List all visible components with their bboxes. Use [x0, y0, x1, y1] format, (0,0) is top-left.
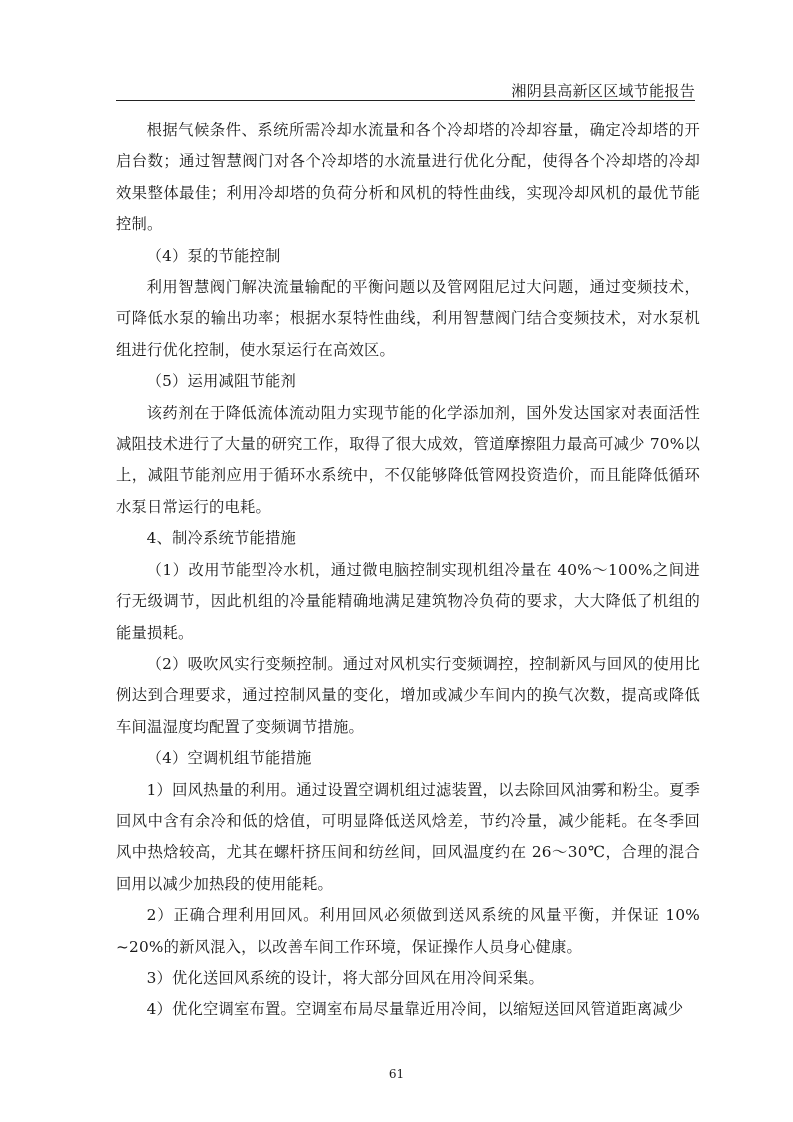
heading-refrigeration-measures: 4、制冷系统节能措施: [146, 529, 296, 548]
running-header-title: 湘阴县高新区区域节能报告: [511, 82, 695, 100]
paragraph-pump-energy-control: 利用智慧阀门解决流量输配的平衡问题以及管网阻尼过大问题，通过变频技术，可降低水泵的输出功率；根据水泵特性曲线，利用智慧阀门结合变频技术，对水泵机组进行优化控制，使水泵运行在高效区。: [116, 278, 700, 359]
paragraph-chiller-upgrade: （1）改用节能型冷水机，通过微电脑控制实现机组冷量在 40%～100%之间进行无级调节，因此机组的冷量能精确地满足建筑物冷负荷的要求，大大降低了机组的能量损耗。: [116, 560, 700, 642]
paragraph-ac-room-layout: 4）优化空调室布置。空调室布局尽量靠近用冷间，以缩短送回风管道距离减少: [146, 1000, 684, 1019]
body-text: [116, 115, 700, 1026]
heading-pump-energy-control: （4）泵的节能控制: [146, 246, 281, 265]
paragraph-cooling-tower-control: 根据气候条件、系统所需冷却水流量和各个冷却塔的冷却容量，确定冷却塔的开启台数；通过智慧阀门对各个冷却塔的水流量进行优化分配，使得各个冷却塔的冷却效果整体最佳；利用冷却塔的负荷分析和风机的特性曲线，实现冷却风机的最优节能控制。: [116, 121, 700, 234]
paragraph-drag-reduction-agent: 该药剂在于降低流体流动阻力实现节能的化学添加剂，国外发达国家对表面活性减阻技术进行了大量的研究工作，取得了很大成效，管道摩擦阻力最高可减少 70%以上，减阻节能剂应用于循环水系统中，不仅能够降低管网投资造价，而且能降低循环水泵日常运行的电耗。: [116, 403, 700, 516]
paragraph-return-air-heat: 1）回风热量的利用。通过设置空调机组过滤装置，以去除回风油雾和粉尘。夏季回风中含有余冷和低的焓值，可明显降低送风焓差，节约冷量，减少能耗。在冬季回风中热焓较高，尤其在螺杆挤压间和纺丝间，回风温度约在 26～30℃，合理的混合回用以减少加热段的使用能耗。: [116, 780, 700, 893]
heading-drag-reduction-agent: （5）运用减阻节能剂: [146, 372, 296, 391]
page-number: 61: [388, 1067, 405, 1081]
paragraph-return-air-use: 2）正确合理利用回风。利用回风必须做到送风系统的风量平衡，并保证 10% ~20%的新风混入，以改善车间工作环境，保证操作人员身心健康。: [116, 906, 700, 956]
heading-air-handling-measures: （4）空调机组节能措施: [146, 749, 312, 768]
paragraph-supply-return-design: 3）优化送回风系统的设计，将大部分回风在用冷间采集。: [146, 968, 544, 987]
header-rule: [116, 100, 695, 101]
paragraph-fan-frequency-control: （2）吸吹风实行变频控制。通过对风机实行变频调控，控制新风与回风的使用比例达到合理要求，通过控制风量的变化，增加或减少车间内的换气次数，提高或降低车间温湿度均配置了变频调节措施。: [116, 654, 700, 736]
